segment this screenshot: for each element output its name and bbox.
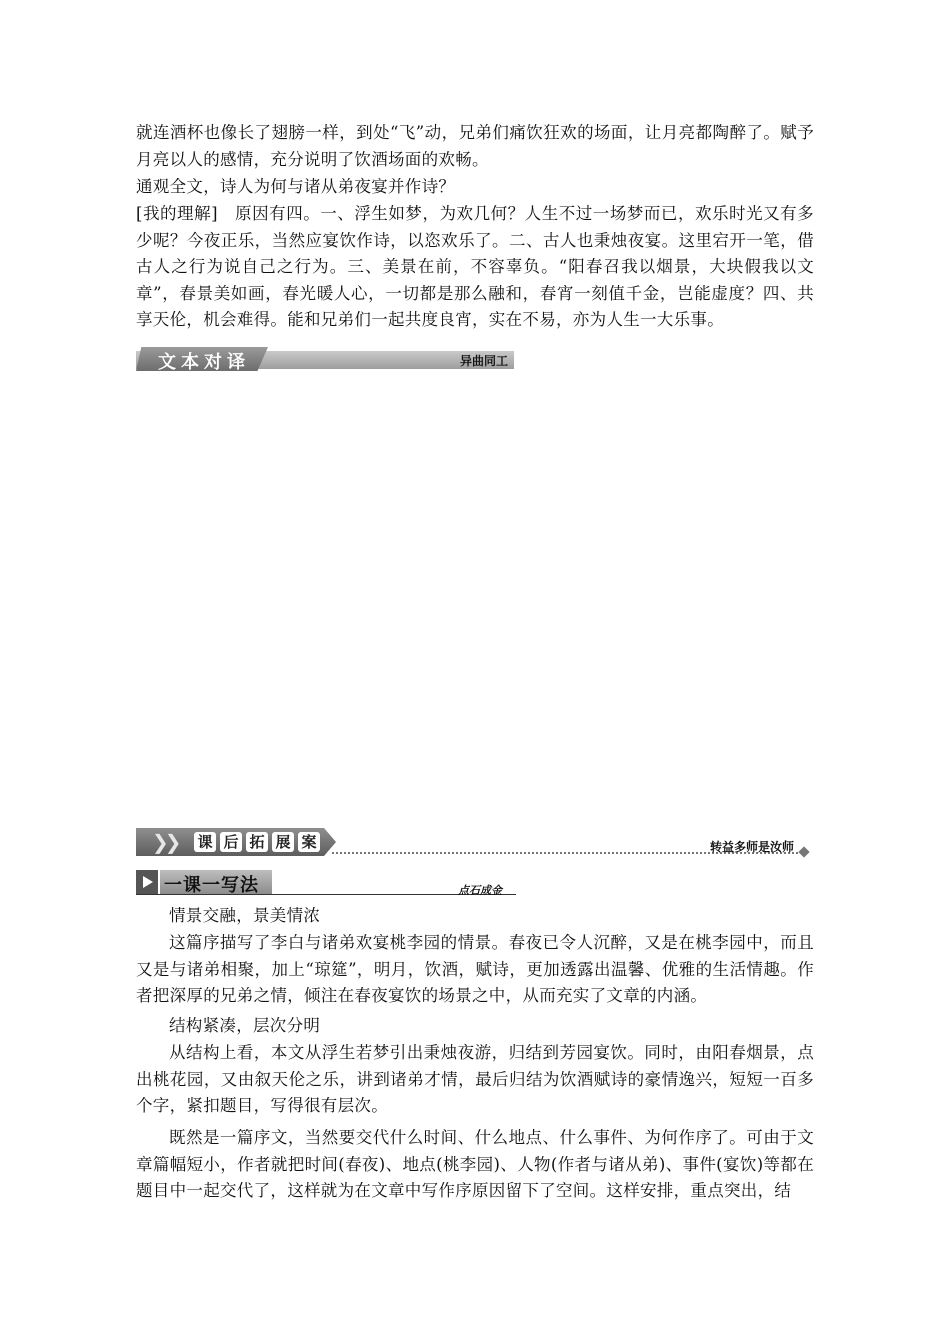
intro-paragraph: 就连酒杯也像长了翅膀一样，到处“飞”动，兄弟们痛饮狂欢的场面，让月亮都陶醉了。赋予月亮以人的感情，充分说明了饮酒场面的欢畅。 [136,123,814,169]
sub-banner-writing [136,870,516,896]
section-subtitle: 转益多师是汝师 [709,840,794,854]
body-heading-2: 结构紧凑，层次分明 [169,1016,321,1035]
answer-paragraph: [我的理解] 原因有四。一、浮生如梦，为欢几何？人生不过一场梦而已，欢乐时光又有多少呢？今夜正乐，当然应宴饮作诗，以恣欢乐了。二、古人也秉烛夜宴。这里宕开一笔，借古人之行为说自己之行为。三、美景在前，不容辜负。“阳春召我以烟景，大块假我以文章”，春景美如画，春光暖人心，一切都是那么融和，春宵一刻值千金，岂能虚度？四、共享天伦，机会难得。能和兄弟们一起共度良宵，实在不易，亦为人生一大乐事。 [136,204,814,329]
title-char-box: 课 [194,832,216,852]
section-subtitle: 异曲同工 [459,354,508,368]
section-banner-translation [136,347,514,371]
title-char-box: 后 [220,832,242,852]
title-char-box: 案 [298,832,320,852]
body-paragraph-1: 这篇序描写了李白与诸弟欢宴桃李园的情景。春夜已令人沉醉，又是在桃李园中，而且又是与诸弟相聚，加上“琼筵”，明月，饮酒，赋诗，更加透露出温馨、优雅的生活情趣。作者把深厚的兄弟之情，倾注在春夜宴饮的场景之中，从而充实了文章的内涵。 [136,933,814,1005]
body-heading-1: 情景交融，景美情浓 [169,906,321,925]
sub-banner-subtitle: 点石成金 [458,884,502,897]
section-title: 文本对译 [158,352,250,373]
title-char-box: 拓 [246,832,268,852]
section-banner-extension [136,828,812,860]
question-text: 通观全文，诗人为何与诸从弟夜宴并作诗？ [136,177,456,196]
diamond-icon [798,846,809,857]
body-paragraph-2: 从结构上看，本文从浮生若梦引出秉烛夜游，归结到芳园宴饮。同时，由阳春烟景，点出桃花园，又由叙天伦之乐，讲到诸弟才情，最后归结为饮酒赋诗的豪情逸兴，短短一百多个字，紧扣题目，写得很有层次。 [136,1043,814,1115]
title-char-box: 展 [272,832,294,852]
double-chevron-icon: ❯❯ [152,830,178,854]
play-triangle-icon [136,870,158,894]
body-paragraph-3: 既然是一篇序文，当然要交代什么时间、什么地点、什么事件、为何作序了。可由于文章篇幅短小，作者就把时间(春夜)、地点(桃李园)、人物(作者与诸从弟)、事件(宴饮)等都在题目中一起交代了，这样就为在文章中写作序原因留下了空间。这样安排，重点突出，结 [136,1128,814,1200]
sub-banner-title: 一课一写法 [164,875,259,896]
